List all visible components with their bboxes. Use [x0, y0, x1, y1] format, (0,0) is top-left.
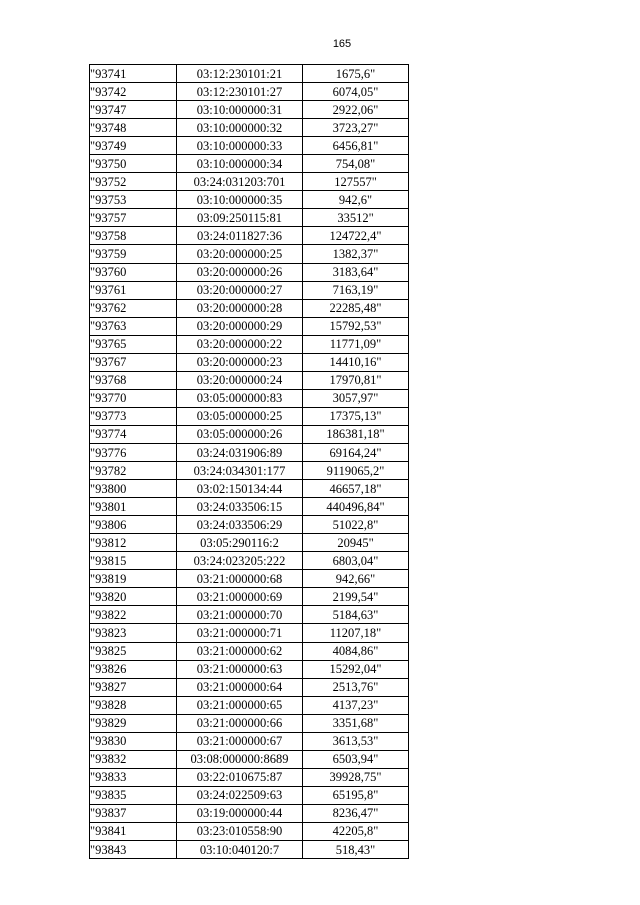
- area-cell: 4137,23": [303, 696, 409, 714]
- table-row: [90, 119, 409, 137]
- row-number-cell: "93812: [90, 534, 177, 552]
- cadastral-number-cell: 03:10:040120:7: [177, 841, 303, 859]
- row-number-cell: "93815: [90, 552, 177, 570]
- cadastral-number-cell: 03:08:000000:8689: [177, 750, 303, 768]
- area-cell: 440496,84": [303, 498, 409, 516]
- row-number-cell: "93762: [90, 299, 177, 317]
- area-cell: 186381,18": [303, 425, 409, 443]
- row-number-cell: "93759: [90, 245, 177, 263]
- cadastral-number-cell: 03:21:000000:65: [177, 696, 303, 714]
- cadastral-number-cell: 03:24:011827:36: [177, 227, 303, 245]
- cadastral-number-cell: 03:10:000000:32: [177, 119, 303, 137]
- cadastral-number-cell: 03:21:000000:63: [177, 660, 303, 678]
- area-cell: 8236,47": [303, 804, 409, 822]
- table-row: [90, 570, 409, 588]
- table-row: [90, 768, 409, 786]
- row-number-cell: "93782: [90, 462, 177, 480]
- table-row: [90, 65, 409, 83]
- cadastral-number-cell: 03:24:031203:701: [177, 173, 303, 191]
- cadastral-number-cell: 03:19:000000:44: [177, 804, 303, 822]
- row-number-cell: "93774: [90, 425, 177, 443]
- cadastral-number-cell: 03:24:031906:89: [177, 443, 303, 461]
- table-row: [90, 498, 409, 516]
- row-number-cell: "93776: [90, 443, 177, 461]
- cadastral-number-cell: 03:21:000000:66: [177, 714, 303, 732]
- table-row: [90, 678, 409, 696]
- table-row: [90, 714, 409, 732]
- table-row: [90, 660, 409, 678]
- cadastral-number-cell: 03:24:023205:222: [177, 552, 303, 570]
- cadastral-number-cell: 03:05:000000:83: [177, 389, 303, 407]
- table-row: [90, 606, 409, 624]
- table-row: [90, 389, 409, 407]
- area-cell: 9119065,2": [303, 462, 409, 480]
- cadastral-number-cell: 03:20:000000:24: [177, 371, 303, 389]
- area-cell: 15792,53": [303, 317, 409, 335]
- table-row: [90, 732, 409, 750]
- area-cell: 3183,64": [303, 263, 409, 281]
- area-cell: 14410,16": [303, 353, 409, 371]
- cadastral-number-cell: 03:05:000000:26: [177, 425, 303, 443]
- area-cell: 518,43": [303, 841, 409, 859]
- area-cell: 11771,09": [303, 335, 409, 353]
- row-number-cell: "93832: [90, 750, 177, 768]
- area-cell: 46657,18": [303, 480, 409, 498]
- table-row: [90, 462, 409, 480]
- area-cell: 2922,06": [303, 101, 409, 119]
- row-number-cell: "93830: [90, 732, 177, 750]
- table-row: [90, 101, 409, 119]
- cadastral-number-cell: 03:10:000000:34: [177, 155, 303, 173]
- area-cell: 51022,8": [303, 516, 409, 534]
- table-row: [90, 786, 409, 804]
- area-cell: 11207,18": [303, 624, 409, 642]
- table-row: [90, 209, 409, 227]
- area-cell: 17970,81": [303, 371, 409, 389]
- area-cell: 42205,8": [303, 822, 409, 840]
- cadastral-number-cell: 03:02:150134:44: [177, 480, 303, 498]
- cadastral-number-cell: 03:24:033506:15: [177, 498, 303, 516]
- row-number-cell: "93841: [90, 822, 177, 840]
- area-cell: 3723,27": [303, 119, 409, 137]
- cadastral-number-cell: 03:09:250115:81: [177, 209, 303, 227]
- row-number-cell: "93827: [90, 678, 177, 696]
- cadastral-number-cell: 03:20:000000:23: [177, 353, 303, 371]
- cadastral-number-cell: 03:20:000000:28: [177, 299, 303, 317]
- row-number-cell: "93819: [90, 570, 177, 588]
- cadastral-number-cell: 03:21:000000:67: [177, 732, 303, 750]
- cadastral-number-cell: 03:10:000000:33: [177, 137, 303, 155]
- row-number-cell: "93770: [90, 389, 177, 407]
- row-number-cell: "93768: [90, 371, 177, 389]
- table-row: [90, 552, 409, 570]
- area-cell: 3351,68": [303, 714, 409, 732]
- area-cell: 1675,6": [303, 65, 409, 83]
- row-number-cell: "93843: [90, 841, 177, 859]
- cadastral-number-cell: 03:20:000000:27: [177, 281, 303, 299]
- row-number-cell: "93806: [90, 516, 177, 534]
- area-cell: 2513,76": [303, 678, 409, 696]
- row-number-cell: "93761: [90, 281, 177, 299]
- area-cell: 17375,13": [303, 407, 409, 425]
- table-row: [90, 443, 409, 461]
- cadastral-number-cell: 03:24:033506:29: [177, 516, 303, 534]
- area-cell: 942,66": [303, 570, 409, 588]
- row-number-cell: "93820: [90, 588, 177, 606]
- area-cell: 6074,05": [303, 83, 409, 101]
- cadastral-number-cell: 03:05:290116:2: [177, 534, 303, 552]
- row-number-cell: "93749: [90, 137, 177, 155]
- row-number-cell: "93825: [90, 642, 177, 660]
- cadastral-number-cell: 03:20:000000:22: [177, 335, 303, 353]
- cadastral-number-cell: 03:21:000000:70: [177, 606, 303, 624]
- table-row: [90, 299, 409, 317]
- row-number-cell: "93801: [90, 498, 177, 516]
- area-cell: 39928,75": [303, 768, 409, 786]
- table-row: [90, 263, 409, 281]
- table-row: [90, 804, 409, 822]
- cadastral-number-cell: 03:24:022509:63: [177, 786, 303, 804]
- row-number-cell: "93747: [90, 101, 177, 119]
- row-number-cell: "93800: [90, 480, 177, 498]
- area-cell: 6503,94": [303, 750, 409, 768]
- table-row: [90, 281, 409, 299]
- row-number-cell: "93826: [90, 660, 177, 678]
- row-number-cell: "93767: [90, 353, 177, 371]
- area-cell: 15292,04": [303, 660, 409, 678]
- row-number-cell: "93742: [90, 83, 177, 101]
- table-row: [90, 841, 409, 859]
- area-cell: 7163,19": [303, 281, 409, 299]
- row-number-cell: "93765: [90, 335, 177, 353]
- area-cell: 22285,48": [303, 299, 409, 317]
- area-cell: 69164,24": [303, 443, 409, 461]
- table-row: [90, 191, 409, 209]
- table-row: [90, 696, 409, 714]
- area-cell: 5184,63": [303, 606, 409, 624]
- cadastral-number-cell: 03:24:034301:177: [177, 462, 303, 480]
- area-cell: 1382,37": [303, 245, 409, 263]
- cadastral-number-cell: 03:20:000000:26: [177, 263, 303, 281]
- cadastral-number-cell: 03:21:000000:71: [177, 624, 303, 642]
- page-number: 165: [332, 38, 352, 50]
- row-number-cell: "93837: [90, 804, 177, 822]
- area-cell: 2199,54": [303, 588, 409, 606]
- row-number-cell: "93763: [90, 317, 177, 335]
- cadastral-number-cell: 03:20:000000:29: [177, 317, 303, 335]
- area-cell: 20945": [303, 534, 409, 552]
- table-row: [90, 516, 409, 534]
- row-number-cell: "93748: [90, 119, 177, 137]
- row-number-cell: "93773: [90, 407, 177, 425]
- table-row: [90, 137, 409, 155]
- cadastral-number-cell: 03:23:010558:90: [177, 822, 303, 840]
- table-row: [90, 227, 409, 245]
- area-cell: 124722,4": [303, 227, 409, 245]
- registry-table-body: [90, 65, 409, 859]
- row-number-cell: "93757: [90, 209, 177, 227]
- area-cell: 6803,04": [303, 552, 409, 570]
- cadastral-number-cell: 03:22:010675:87: [177, 768, 303, 786]
- row-number-cell: "93753: [90, 191, 177, 209]
- cadastral-number-cell: 03:21:000000:68: [177, 570, 303, 588]
- row-number-cell: "93822: [90, 606, 177, 624]
- table-row: [90, 822, 409, 840]
- table-row: [90, 173, 409, 191]
- table-row: [90, 588, 409, 606]
- table-row: [90, 750, 409, 768]
- area-cell: 6456,81": [303, 137, 409, 155]
- row-number-cell: "93823: [90, 624, 177, 642]
- table-row: [90, 317, 409, 335]
- row-number-cell: "93828: [90, 696, 177, 714]
- cadastral-number-cell: 03:05:000000:25: [177, 407, 303, 425]
- cadastral-number-cell: 03:20:000000:25: [177, 245, 303, 263]
- row-number-cell: "93833: [90, 768, 177, 786]
- cadastral-number-cell: 03:21:000000:62: [177, 642, 303, 660]
- table-row: [90, 480, 409, 498]
- table-row: [90, 155, 409, 173]
- cadastral-number-cell: 03:12:230101:21: [177, 65, 303, 83]
- row-number-cell: "93829: [90, 714, 177, 732]
- table-row: [90, 371, 409, 389]
- table-row: [90, 245, 409, 263]
- area-cell: 4084,86": [303, 642, 409, 660]
- table-row: [90, 642, 409, 660]
- table-row: [90, 407, 409, 425]
- cadastral-number-cell: 03:10:000000:35: [177, 191, 303, 209]
- cadastral-number-cell: 03:12:230101:27: [177, 83, 303, 101]
- area-cell: 33512": [303, 209, 409, 227]
- area-cell: 3057,97": [303, 389, 409, 407]
- row-number-cell: "93758: [90, 227, 177, 245]
- area-cell: 65195,8": [303, 786, 409, 804]
- row-number-cell: "93741: [90, 65, 177, 83]
- table-row: [90, 335, 409, 353]
- cadastral-number-cell: 03:21:000000:69: [177, 588, 303, 606]
- row-number-cell: "93835: [90, 786, 177, 804]
- area-cell: 3613,53": [303, 732, 409, 750]
- table-row: [90, 534, 409, 552]
- area-cell: 942,6": [303, 191, 409, 209]
- cadastral-number-cell: 03:21:000000:64: [177, 678, 303, 696]
- row-number-cell: "93750: [90, 155, 177, 173]
- area-cell: 754,08": [303, 155, 409, 173]
- row-number-cell: "93752: [90, 173, 177, 191]
- table-row: [90, 425, 409, 443]
- table-row: [90, 353, 409, 371]
- table-row: [90, 83, 409, 101]
- row-number-cell: "93760: [90, 263, 177, 281]
- area-cell: 127557": [303, 173, 409, 191]
- registry-table: [89, 64, 409, 859]
- cadastral-number-cell: 03:10:000000:31: [177, 101, 303, 119]
- table-row: [90, 624, 409, 642]
